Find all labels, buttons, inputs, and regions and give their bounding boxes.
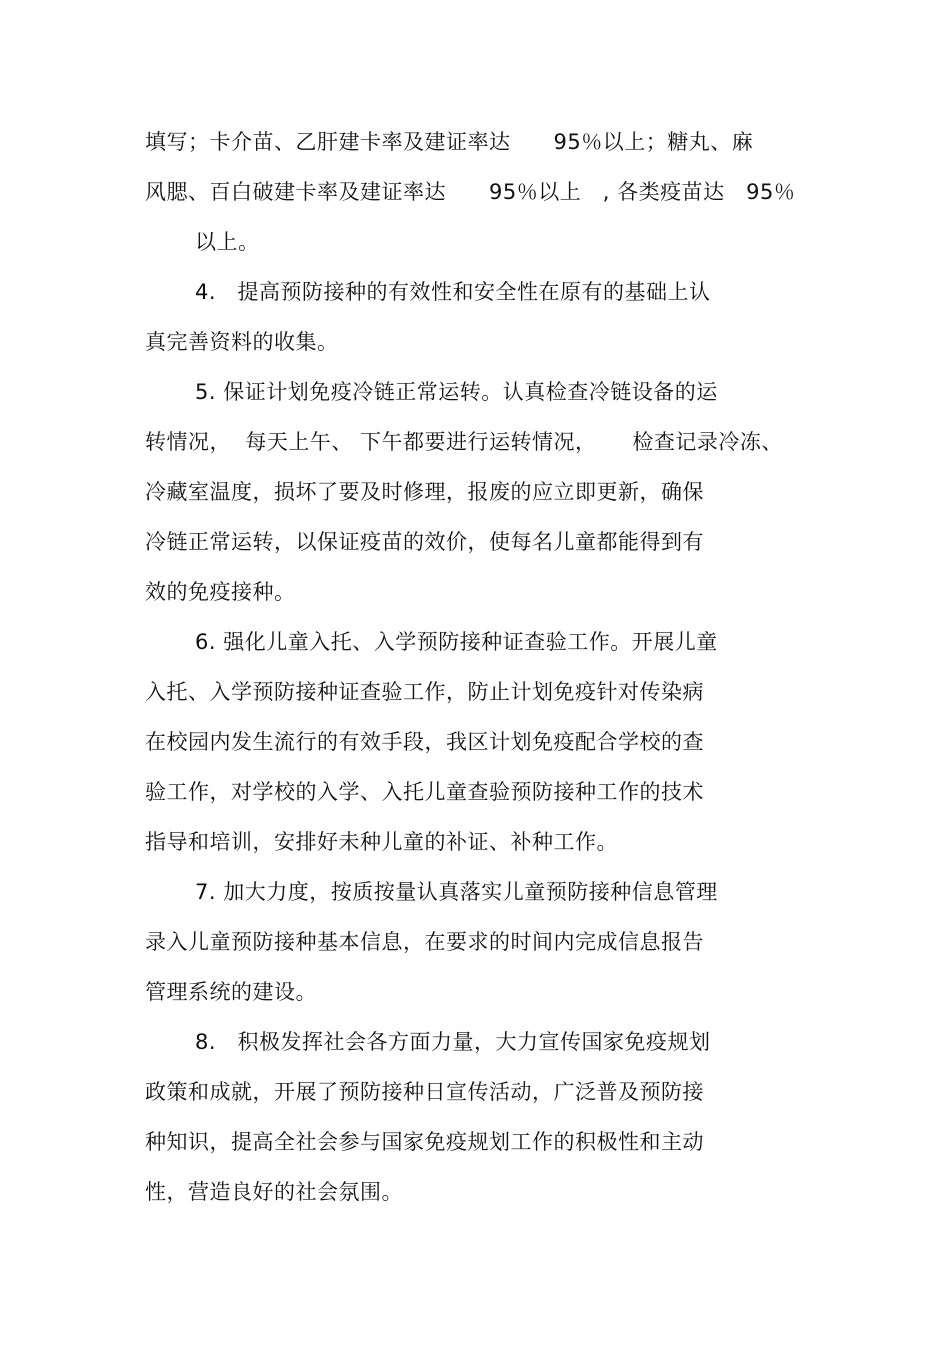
text-line: 管理系统的建设。	[145, 980, 317, 1004]
text-line: 5. 保证计划免疫冷链正常运转。认真检查冷链设备的运	[195, 380, 718, 404]
text-line: 填写；卡介苗、乙肝建卡率及建证率达 95％以上；糖丸、麻	[145, 130, 754, 154]
text-line: 政策和成就，开展了预防接种日宣传活动，广泛普及预防接	[145, 1080, 704, 1104]
text-line: 指导和培训，安排好未种儿童的补证、补种工作。	[145, 830, 618, 854]
text-line: 性，营造良好的社会氛围。	[145, 1180, 403, 1204]
text-line: 8. 积极发挥社会各方面力量，大力宣传国家免疫规划	[195, 1030, 711, 1054]
text-line: 4. 提高预防接种的有效性和安全性在原有的基础上认	[195, 280, 711, 304]
text-line: 入托、入学预防接种证查验工作，防止计划免疫针对传染病	[145, 680, 704, 704]
text-line: 冷藏室温度，损坏了要及时修理，报废的应立即更新，确保	[145, 480, 704, 504]
text-line: 冷链正常运转，以保证疫苗的效价，使每名儿童都能得到有	[145, 530, 704, 554]
text-line: 风腮、百白破建卡率及建证率达 95％以上 , 各类疫苗达 95％	[145, 180, 796, 204]
text-line: 6. 强化儿童入托、入学预防接种证查验工作。开展儿童	[195, 630, 718, 654]
text-line: 在校园内发生流行的有效手段，我区计划免疫配合学校的查	[145, 730, 704, 754]
text-line: 种知识，提高全社会参与国家免疫规划工作的积极性和主动	[145, 1130, 704, 1154]
text-line: 7. 加大力度，按质按量认真落实儿童预防接种信息管理	[195, 880, 718, 904]
text-line: 转情况， 每天上午、 下午都要进行运转情况， 检查记录冷冻、	[145, 430, 783, 454]
text-line: 以上。	[195, 230, 260, 254]
text-line: 效的免疫接种。	[145, 580, 296, 604]
text-line: 录入儿童预防接种基本信息，在要求的时间内完成信息报告	[145, 930, 704, 954]
text-line: 验工作，对学校的入学、入托儿童查验预防接种工作的技术	[145, 780, 704, 804]
text-line: 真完善资料的收集。	[145, 330, 339, 354]
